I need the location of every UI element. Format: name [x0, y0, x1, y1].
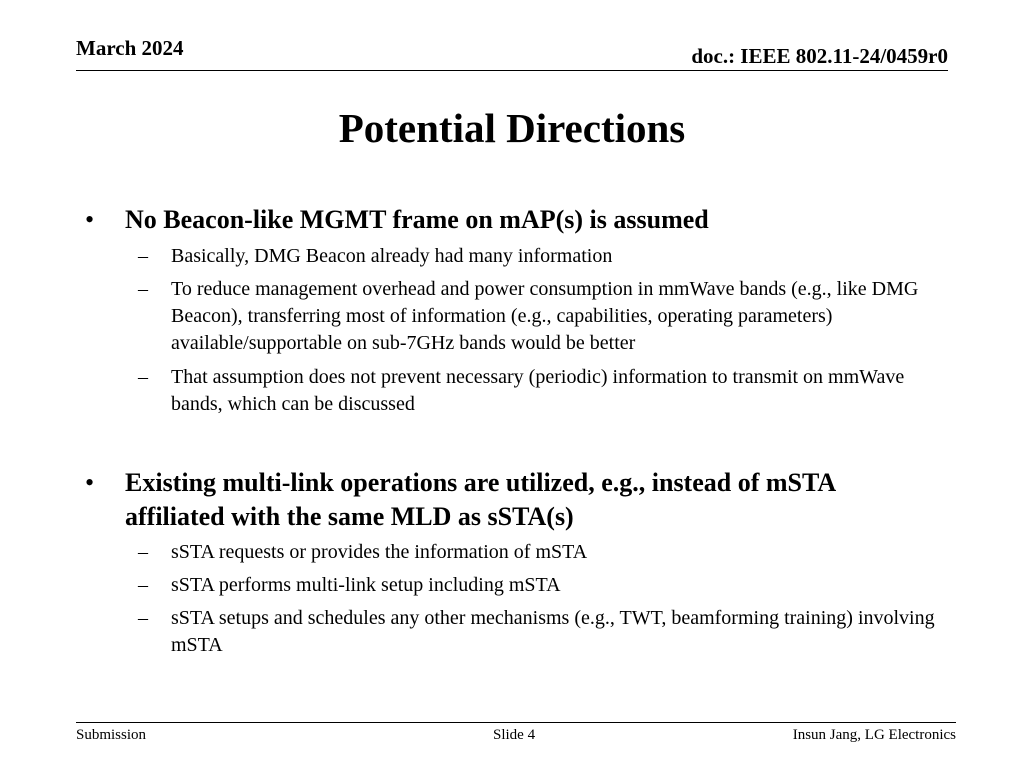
dash-icon: –: [138, 574, 148, 596]
bullet-2-sub-3: [138, 605, 951, 659]
bullet-2: [85, 466, 925, 534]
slide-title: Potential Directions: [338, 105, 686, 151]
dash-icon: –: [138, 245, 148, 267]
bullet-2-sub-3-text: sSTA setups and schedules any other mechanisms (e.g., TWT, beamforming training) involving mSTA: [171, 607, 935, 656]
header-divider: [76, 70, 948, 71]
dash-icon: –: [138, 366, 148, 388]
dash-icon: –: [138, 278, 148, 300]
dash-icon: –: [138, 607, 148, 629]
footer-author: Insun Jang, LG Electronics: [792, 727, 956, 743]
dash-icon: –: [138, 541, 148, 563]
bullet-1-sub-1: [138, 243, 951, 270]
bullet-2-sub-1: [138, 539, 951, 566]
bullet-1-sub-3: [138, 364, 951, 418]
footer-slide-number: Slide 4: [493, 727, 536, 743]
bullet-1-sub-2-text: To reduce management overhead and power consumption in mmWave bands (e.g., like DMG Beacon), transferring most of information (e.g., capabilities, operating parameters) available/supportable on sub-7GHz bands would be better: [171, 278, 919, 354]
bullet-1-sub-3-text: That assumption does not prevent necessary (periodic) information to transmit on mmWave bands, which can be discussed: [171, 366, 905, 415]
header-doc-id: doc.: IEEE 802.11-24/0459r0: [691, 44, 948, 68]
bullet-2-text: Existing multi-link operations are utilized, e.g., instead of mSTA affiliated with the same MLD as sSTA(s): [125, 468, 835, 531]
bullet-1-sub-1-text: Basically, DMG Beacon already had many information: [171, 245, 613, 267]
footer-submission: Submission: [76, 727, 147, 743]
header-date: March 2024: [76, 36, 184, 60]
bullet-dot-icon: •: [85, 468, 95, 497]
bullet-1: [85, 203, 925, 237]
bullet-1-sub-2: [138, 276, 951, 357]
footer-divider: [76, 722, 956, 723]
bullet-dot-icon: •: [85, 205, 95, 234]
bullet-2-sub-1-text: sSTA requests or provides the information of mSTA: [171, 541, 588, 563]
bullet-1-text: No Beacon-like MGMT frame on mAP(s) is assumed: [125, 205, 709, 234]
bullet-2-sub-2: [138, 572, 951, 599]
bullet-2-sub-2-text: sSTA performs multi-link setup including mSTA: [171, 574, 561, 596]
